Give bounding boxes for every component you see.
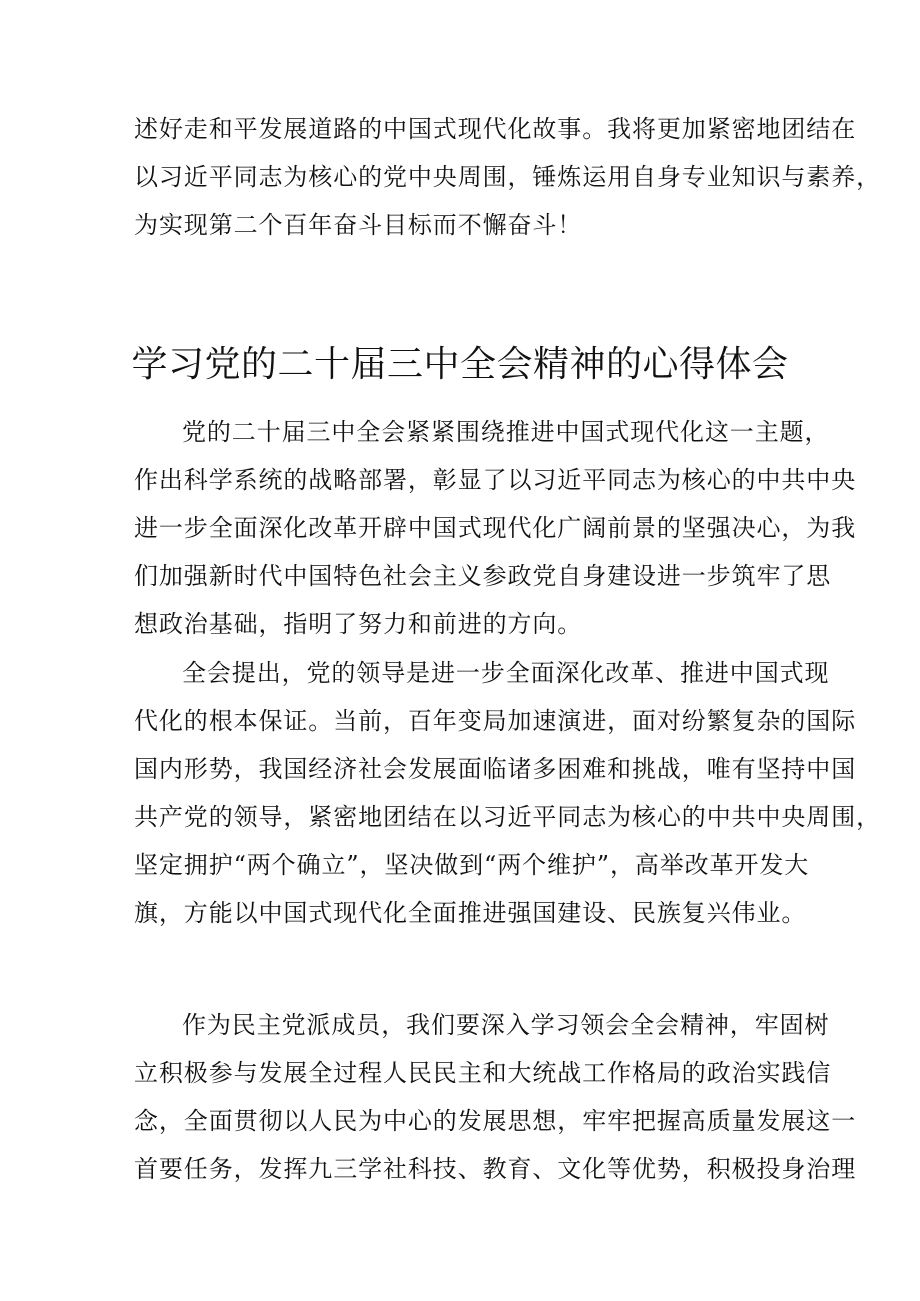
paragraph-line: 们加强新时代中国特色社会主义参政党自身建设进一步筑牢了思 bbox=[134, 562, 832, 590]
paragraph-line: 坚定拥护“两个确立”，坚决做到“两个维护”，高举改革开发大 bbox=[134, 851, 810, 879]
paragraph-line: 立积极参与发展全过程人民民主和大统战工作格局的政治实践信 bbox=[134, 1059, 832, 1087]
paragraph-line: 国内形势，我国经济社会发展面临诸多困难和挑战，唯有坚持中国 bbox=[134, 755, 857, 783]
paragraph-line: 全会提出，党的领导是进一步全面深化改革、推进中国式现 bbox=[182, 659, 830, 687]
page-title: 学习党的二十届三中全会精神的心得体会 bbox=[131, 344, 789, 386]
paragraph-line: 以习近平同志为核心的党中央周围，锤炼运用自身专业知识与素养， bbox=[134, 163, 881, 191]
paragraph-line: 作为民主党派成员，我们要深入学习领会全会精神，牢固树 bbox=[182, 1011, 830, 1039]
paragraph-line: 述好走和平发展道路的中国式现代化故事。我将更加紧密地团结在 bbox=[134, 115, 857, 143]
paragraph-line: 代化的根本保证。当前，百年变局加速演进，面对纷繁复杂的国际 bbox=[134, 707, 857, 735]
paragraph-line: 首要任务，发挥九三学社科技、教育、文化等优势，积极投身治理 bbox=[134, 1155, 857, 1183]
paragraph-line: 共产党的领导，紧密地团结在以习近平同志为核心的中共中央周围， bbox=[134, 803, 881, 831]
paragraph-line: 党的二十届三中全会紧紧围绕推进中国式现代化这一主题， bbox=[182, 418, 830, 446]
paragraph-line: 念，全面贯彻以人民为中心的发展思想，牢牢把握高质量发展这一 bbox=[134, 1107, 857, 1135]
paragraph-line: 旗，方能以中国式现代化全面推进强国建设、民族复兴伟业。 bbox=[134, 899, 807, 927]
paragraph-line: 想政治基础，指明了努力和前进的方向。 bbox=[134, 610, 583, 638]
paragraph-line: 为实现第二个百年奋斗目标而不懈奋斗！ bbox=[134, 211, 583, 239]
paragraph-line: 作出科学系统的战略部署，彰显了以习近平同志为核心的中共中央 bbox=[134, 466, 857, 494]
paragraph-line: 进一步全面深化改革开辟中国式现代化广阔前景的坚强决心，为我 bbox=[134, 514, 857, 542]
